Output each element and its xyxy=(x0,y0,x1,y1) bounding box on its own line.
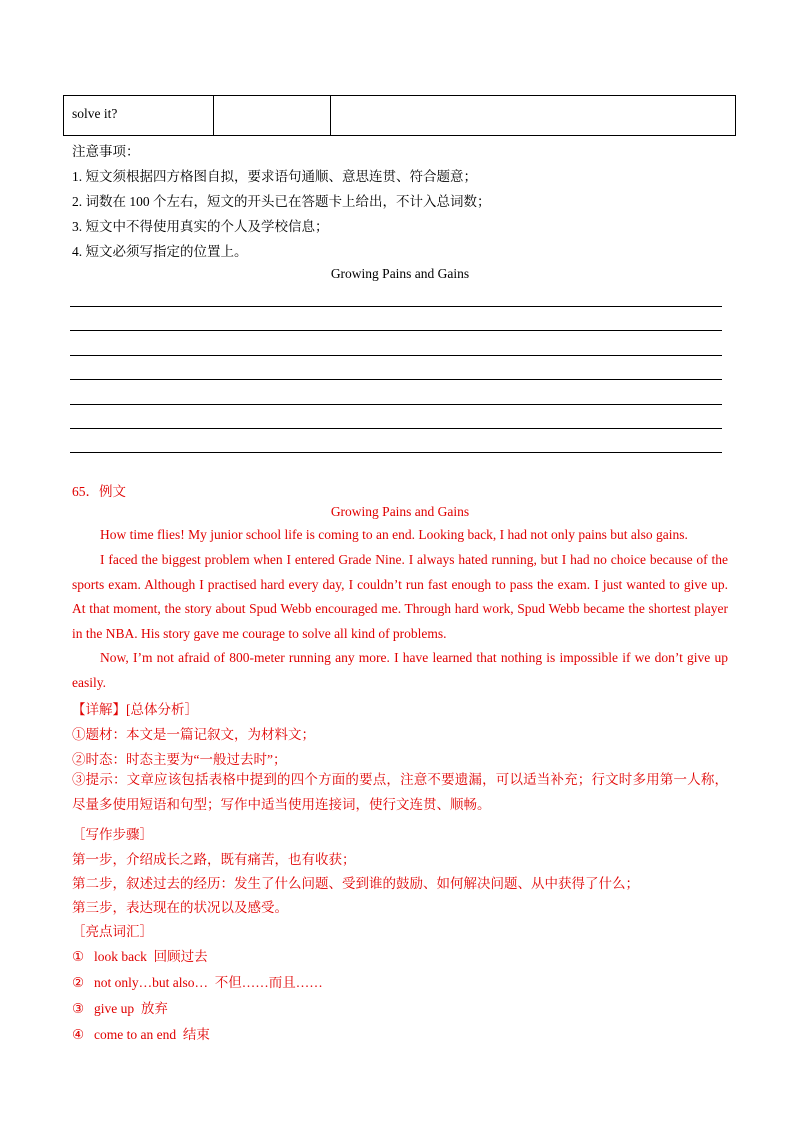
step-3: 第三步，表达现在的状况以及感受。 xyxy=(72,900,288,915)
notes-heading: 注意事项： xyxy=(72,144,140,159)
analysis-point-3: ③提示：文章应该包括表格中提到的四个方面的要点，注意不要遗漏，可以适当补充；行文时多用第一人称，尽量多使用短语和句型；写作中适当使用连接词，使行文连贯、顺畅。 xyxy=(72,772,728,812)
step-1: 第一步，介绍成长之路，既有痛苦，也有收获； xyxy=(72,852,356,867)
analysis-heading: 【详解】[总体分析］ xyxy=(72,702,198,717)
answer-paragraph-2: I faced the biggest problem when I entered Grade Nine. I always hated running, but I had no choice because of the sports exam. Although I practised hard every day, I couldn’t run fast enough to pass the exam. I just wanted to give up. At that moment, the story about Spud Webb encouraged me. Through hard work, Spud Webb became the shortest player in the NBA. His story gave me courage to solve all kind of problems. xyxy=(72,552,728,641)
vocab-number: ② xyxy=(72,975,85,990)
note-item-1: 1. 短文须根据四方格图自拟，要求语句通顺、意思连贯、符合题意； xyxy=(72,169,477,184)
table-column-divider xyxy=(213,96,214,135)
vocab-heading: ［亮点词汇］ xyxy=(72,924,153,939)
writing-line xyxy=(70,306,722,307)
analysis-point-1: ①题材：本文是一篇记叙文，为材料文； xyxy=(72,727,315,742)
note-item-4: 4. 短文必须写指定的位置上。 xyxy=(72,244,248,259)
table-cell-question: solve it? xyxy=(72,106,118,121)
writing-line xyxy=(70,428,722,429)
steps-heading: ［写作步骤］ xyxy=(72,827,153,842)
writing-line xyxy=(70,355,722,356)
writing-line xyxy=(70,404,722,405)
vocab-number: ① xyxy=(72,949,85,964)
vocab-number: ③ xyxy=(72,1001,85,1016)
answer-label: 65．例文 xyxy=(72,484,126,499)
analysis-point-2: ②时态：时态主要为“一般过去时”； xyxy=(72,752,287,767)
vocab-number: ④ xyxy=(72,1027,85,1042)
answer-paragraph-3: Now, I’m not afraid of 800-meter running any more. I have learned that nothing is impossible if we don’t give up easily. xyxy=(72,650,728,690)
vocab-text: look back 回顾过去 xyxy=(94,949,208,964)
vocab-text: not only…but also… 不但……而且…… xyxy=(94,975,323,990)
answer-paragraph-1: How time flies! My junior school life is coming to an end. Looking back, I had not only pains but also gains. xyxy=(100,527,688,542)
vocab-text: give up 放弃 xyxy=(94,1001,168,1016)
vocab-item xyxy=(72,945,208,965)
table-column-divider xyxy=(330,96,331,135)
step-2: 第二步，叙述过去的经历：发生了什么问题、受到谁的鼓励、如何解决问题、从中获得了什么； xyxy=(72,876,639,891)
writing-line xyxy=(70,330,722,331)
vocab-item xyxy=(72,997,168,1017)
answer-title: Growing Pains and Gains xyxy=(330,504,470,519)
vocab-item xyxy=(72,971,323,991)
note-item-3: 3. 短文中不得使用真实的个人及学校信息； xyxy=(72,219,329,234)
writing-line xyxy=(70,452,722,453)
note-item-2: 2. 词数在 100 个左右，短文的开头已在答题卡上给出，不计入总词数； xyxy=(72,194,491,209)
vocab-text: come to an end 结束 xyxy=(94,1027,210,1042)
vocab-item xyxy=(72,1023,210,1043)
writing-line xyxy=(70,379,722,380)
outline-table-row xyxy=(63,95,736,136)
prompt-title: Growing Pains and Gains xyxy=(330,266,470,281)
